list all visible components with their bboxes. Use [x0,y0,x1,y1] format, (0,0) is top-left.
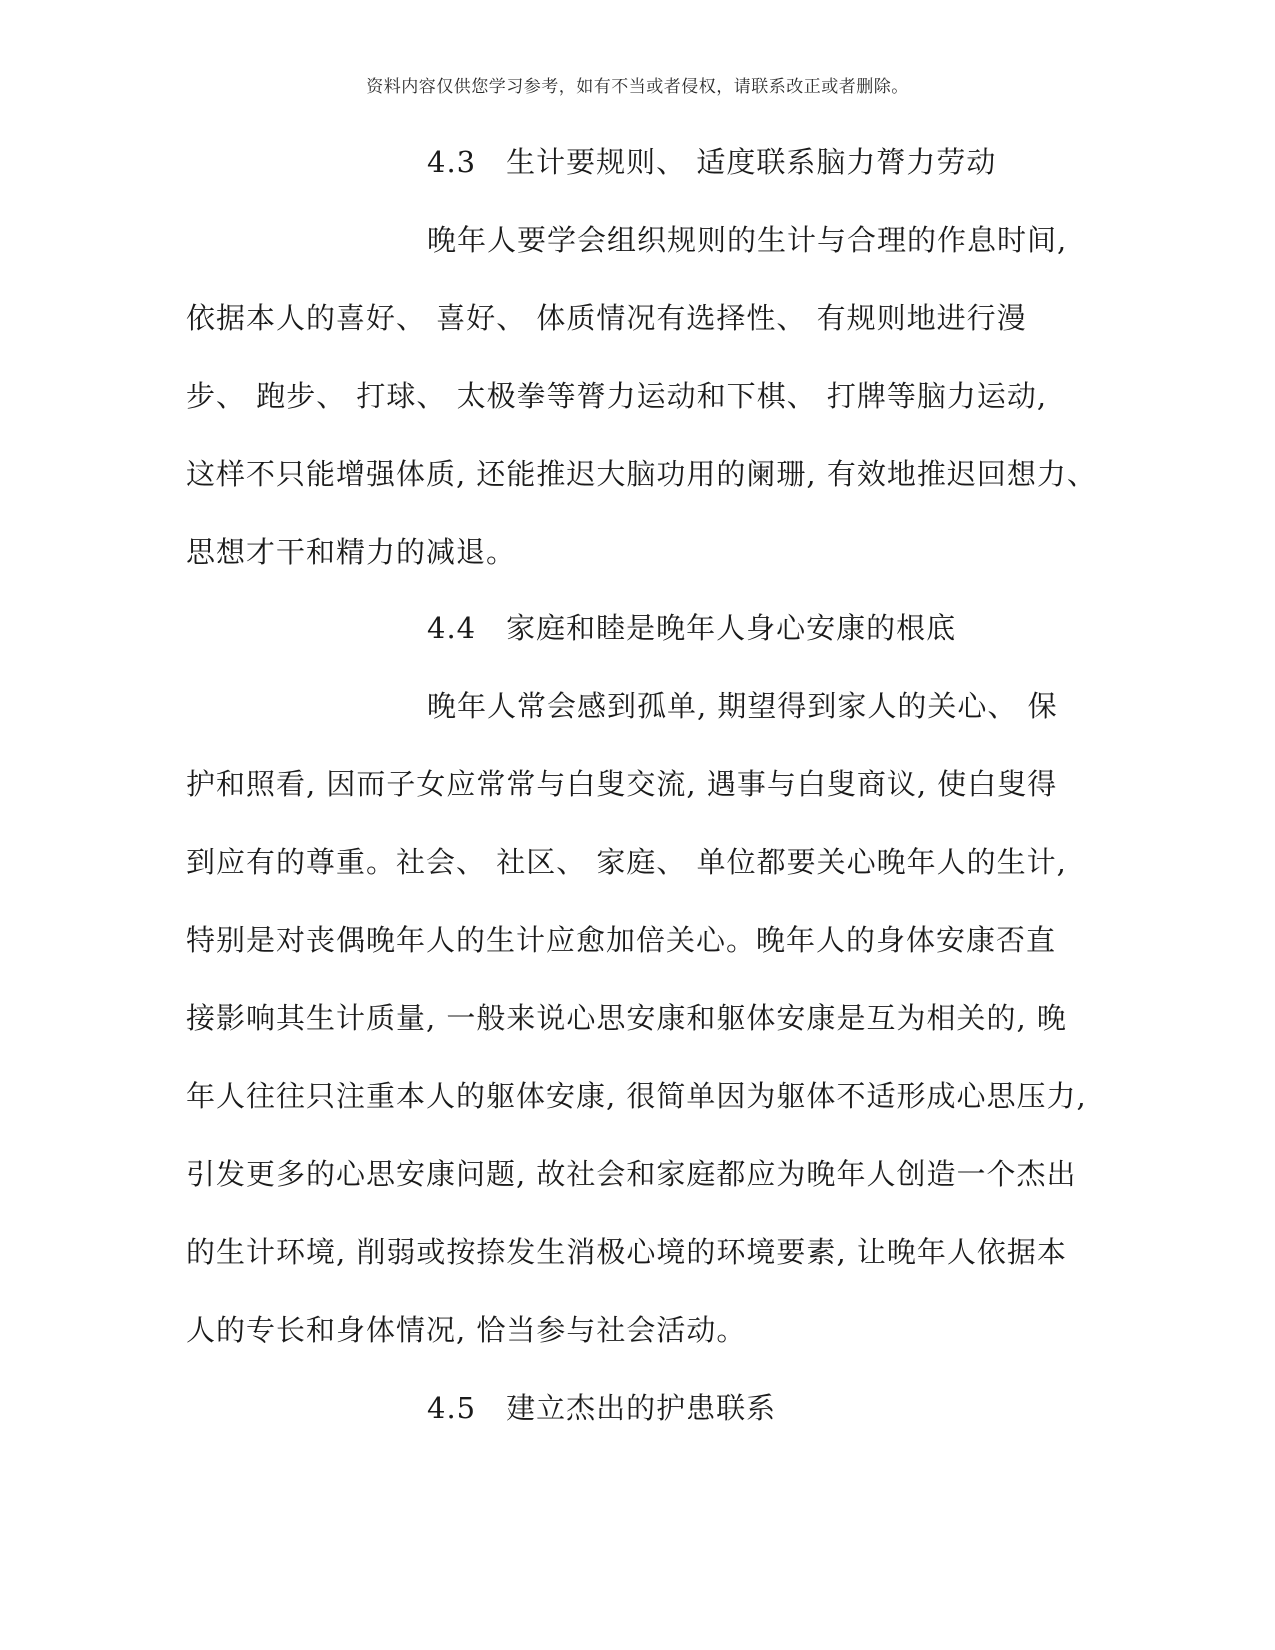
section-heading-4-5: 4.5 建立杰出的护患联系 [427,1391,777,1425]
section-heading-4-4: 4.4 家庭和睦是晚年人身心安康的根底 [427,611,957,645]
paragraph-line: 到应有的尊重。社会、 社区、 家庭、 单位都要关心晚年人的生计, [186,845,1067,879]
paragraph-line: 年人往往只注重本人的躯体安康, 很简单因为躯体不适形成心思压力, [186,1079,1087,1113]
paragraph-line: 思想才干和精力的减退。 [186,535,517,569]
paragraph-line: 护和照看, 因而子女应常常与白叟交流, 遇事与白叟商议, 使白叟得 [186,767,1058,801]
paragraph-line: 的生计环境, 削弱或按捺发生消极心境的环境要素, 让晚年人依据本 [186,1235,1067,1269]
paragraph-line: 人的专长和身体情况, 恰当参与社会活动。 [186,1313,747,1347]
paragraph-line: 步、 跑步、 打球、 太极拳等膂力运动和下棋、 打牌等脑力运动, [186,379,1048,413]
paragraph-line: 引发更多的心思安康问题, 故社会和家庭都应为晚年人创造一个杰出 [186,1157,1077,1191]
paragraph-line: 晚年人常会感到孤单, 期望得到家人的关心、 保 [427,689,1058,723]
paragraph-line: 晚年人要学会组织规则的生计与合理的作息时间, [427,223,1068,257]
paragraph-line: 依据本人的喜好、 喜好、 体质情况有选择性、 有规则地进行漫 [186,301,1027,335]
copyright-disclaimer: 资料内容仅供您学习参考，如有不当或者侵权，请联系改正或者删除。 [366,77,909,97]
paragraph-line: 特别是对丧偶晚年人的生计应愈加倍关心。晚年人的身体安康否直 [186,923,1057,957]
paragraph-line: 这样不只能增强体质, 还能推迟大脑功用的阑珊, 有效地推迟回想力、 [186,457,1097,491]
section-heading-4-3: 4.3 生计要规则、 适度联系脑力膂力劳动 [427,145,997,179]
paragraph-line: 接影响其生计质量, 一般来说心思安康和躯体安康是互为相关的, 晚 [186,1001,1067,1035]
